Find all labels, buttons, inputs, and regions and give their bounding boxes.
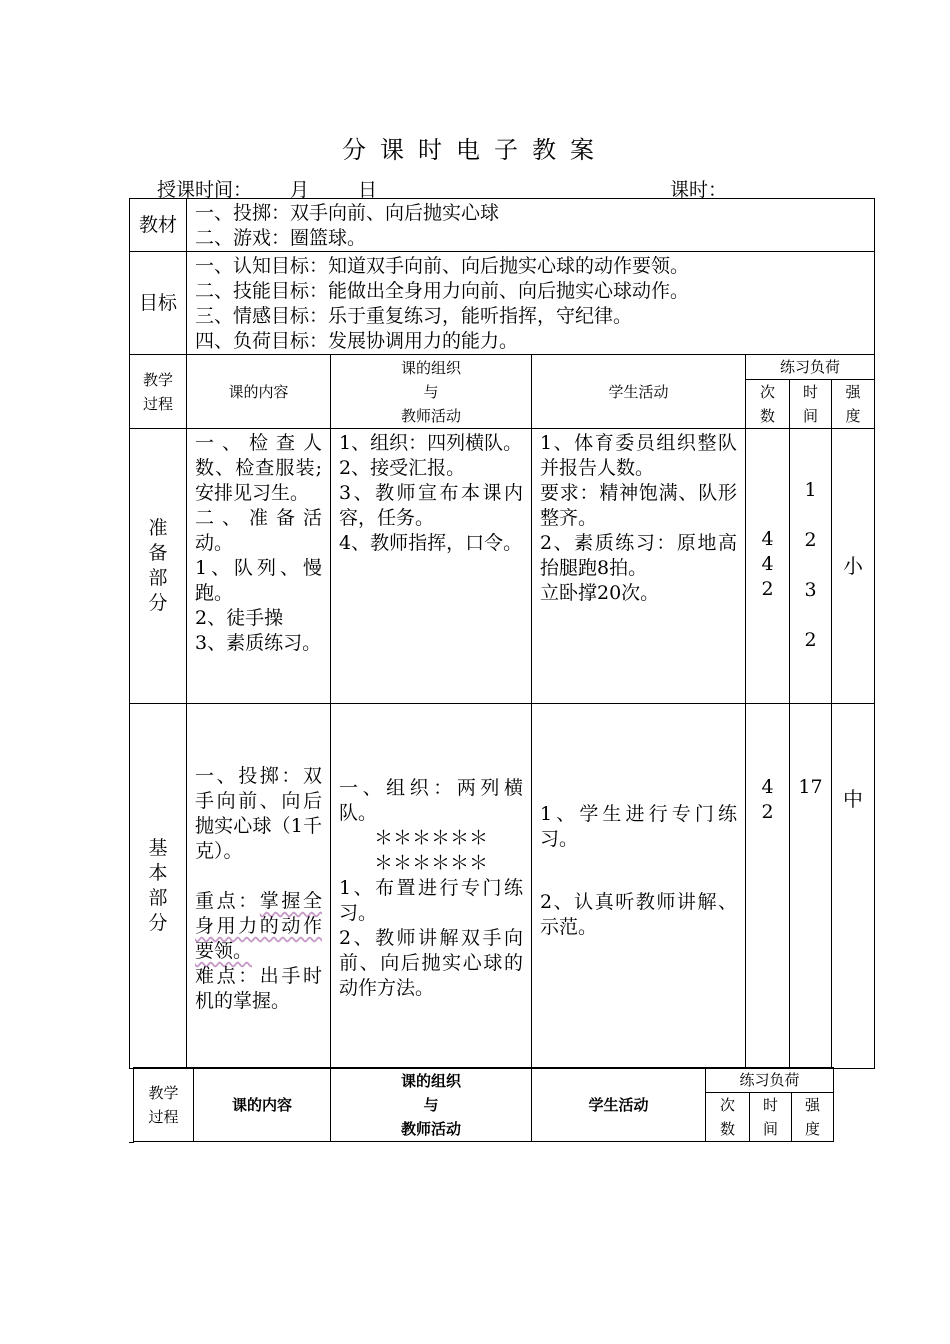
header2-count-line: 数 xyxy=(719,1120,735,1138)
prep-content xyxy=(187,429,331,704)
table-edge-mark xyxy=(129,1142,134,1143)
prep-time-value: 2 xyxy=(804,529,817,551)
materials-label: 教材 xyxy=(130,199,187,252)
header-intensity-line: 度 xyxy=(845,407,861,425)
goal-line: 三、情感目标：乐于重复练习，能听指挥，守纪律。 xyxy=(195,305,633,327)
header2-content: 课的内容 xyxy=(194,1068,331,1142)
basic-count-digit: 4 xyxy=(761,776,774,798)
prep-content-line: 3、素质练习。 xyxy=(195,632,322,654)
prep-teacher-line: 3、教师宣布本课内容，任务。 xyxy=(339,482,523,529)
header-time-line: 间 xyxy=(802,407,818,425)
basic-student-line: 1、学生进行专门练习。 xyxy=(540,803,737,850)
header2-student-activity: 学生活动 xyxy=(532,1068,706,1142)
header2-time xyxy=(750,1093,792,1142)
prep-label-char: 准 xyxy=(148,517,168,539)
prep-count-digit: 4 xyxy=(761,528,774,550)
prep-content-line: 二、准备活动。 xyxy=(195,507,322,554)
basic-teacher-line: 1、布置进行专门练习。 xyxy=(339,877,523,924)
header2-count xyxy=(706,1093,750,1142)
basic-content-line: 一、投掷：双手向前、向后抛实心球（1千克）。 xyxy=(195,765,322,862)
lesson-plan-table xyxy=(129,198,875,1069)
basic-label-char: 基 xyxy=(148,837,168,859)
prep-content-line: 2、徒手操 xyxy=(195,607,284,629)
header2-process-line: 过程 xyxy=(148,1107,179,1126)
basic-count xyxy=(746,704,790,1069)
goals-label: 目标 xyxy=(130,252,187,355)
goal-line: 一、认知目标：知道双手向前、向后抛实心球的动作要领。 xyxy=(195,255,690,277)
header-student-activity: 学生活动 xyxy=(532,355,746,429)
basic-count-digit: 2 xyxy=(761,801,774,823)
header2-process-line: 教学 xyxy=(148,1083,179,1102)
basic-section-label xyxy=(130,704,187,1069)
day-label: 日 xyxy=(358,179,378,201)
prep-teacher-line: 4、教师指挥，口令。 xyxy=(339,532,523,554)
header2-org-line: 与 xyxy=(423,1095,439,1114)
header2-time-line: 间 xyxy=(762,1120,778,1138)
basic-label-char: 部 xyxy=(148,887,168,909)
month-label: 月 xyxy=(290,179,310,201)
header-org-line: 教师活动 xyxy=(400,406,461,425)
header2-intensity-line: 度 xyxy=(805,1120,821,1138)
basic-difficulty: 难点：出手时机的掌握。 xyxy=(195,965,322,1012)
lesson-time-label: 授课时间： xyxy=(157,179,253,201)
page-title: 分课时电子教案 xyxy=(342,136,608,164)
header-count-line: 次 xyxy=(759,383,775,401)
goals-content xyxy=(187,252,875,355)
header-org-line: 课的组织 xyxy=(400,358,461,377)
prep-student-line: 要求：精神饱满、队形整齐。 xyxy=(540,482,737,529)
basic-teacher-line: 2、教师讲解双手向前、向后抛实心球的动作方法。 xyxy=(339,927,523,999)
prep-teacher-line: 1、组织：四列横队。 xyxy=(339,432,523,454)
header2-organization xyxy=(331,1068,532,1142)
prep-time-value: 2 xyxy=(804,629,817,651)
prep-teacher-line: 2、接受汇报。 xyxy=(339,457,466,479)
basic-content xyxy=(187,704,331,1069)
basic-teacher-line: 一、组织：两列横队。 xyxy=(339,777,523,824)
prep-student-activity xyxy=(532,429,746,704)
header-process-line: 过程 xyxy=(142,394,173,413)
prep-student-line: 2、素质练习：原地高抬腿跑8拍。 xyxy=(540,532,737,579)
header2-intensity xyxy=(792,1093,834,1142)
prep-time xyxy=(790,429,832,704)
header2-load: 练习负荷 xyxy=(706,1068,834,1093)
basic-label-char: 分 xyxy=(148,912,168,934)
basic-teacher-activity xyxy=(331,704,532,1069)
basic-label-char: 本 xyxy=(148,862,168,884)
prep-content-line: 一、检查人数、检查服装;安排见习生。 xyxy=(195,432,322,504)
prep-count-digit: 2 xyxy=(761,578,774,600)
header-process xyxy=(130,355,187,429)
goal-line: 四、负荷目标：发展协调用力的能力。 xyxy=(195,330,519,352)
materials-line: 一、投掷：双手向前、向后抛实心球 xyxy=(195,202,500,224)
prep-content-line: 1、队列、慢跑。 xyxy=(195,557,322,604)
header-count-line: 数 xyxy=(759,407,775,425)
header2-intensity-line: 强 xyxy=(805,1096,821,1114)
header2-count-line: 次 xyxy=(719,1096,735,1114)
materials-line: 二、游戏：圈篮球。 xyxy=(195,227,367,249)
key-point-text: 掌握全身用力的动作要领。 xyxy=(195,890,322,962)
formation-row: ＊＊＊＊＊＊ xyxy=(373,852,488,874)
prep-label-char: 备 xyxy=(148,542,168,564)
prep-student-line: 1、体育委员组织整队并报告人数。 xyxy=(540,432,737,479)
header-intensity-line: 强 xyxy=(845,383,861,401)
header-time xyxy=(790,380,832,429)
prep-section-label xyxy=(130,429,187,704)
prep-intensity: 小 xyxy=(832,429,875,704)
prep-count xyxy=(746,429,790,704)
header-count xyxy=(746,380,790,429)
header-organization xyxy=(331,355,532,429)
period-label: 课时： xyxy=(670,179,728,201)
header-intensity xyxy=(832,380,875,429)
basic-student-line: 2、认真听教师讲解、示范。 xyxy=(540,891,737,938)
basic-key-point xyxy=(195,889,322,964)
goal-line: 二、技能目标：能做出全身用力向前、向后抛实心球动作。 xyxy=(195,280,690,302)
header-process-line: 教学 xyxy=(142,370,173,389)
basic-time: 17 xyxy=(790,704,832,1069)
header-time-line: 时 xyxy=(802,383,818,401)
header2-time-line: 时 xyxy=(762,1096,778,1114)
materials-content xyxy=(187,199,875,252)
header2-org-line: 教师活动 xyxy=(400,1119,461,1138)
header-load: 练习负荷 xyxy=(746,355,875,380)
repeated-header-table xyxy=(133,1067,834,1142)
header2-org-line: 课的组织 xyxy=(400,1071,461,1090)
basic-student-activity xyxy=(532,704,746,1069)
prep-student-line: 立卧撑20次。 xyxy=(540,582,660,604)
header2-process xyxy=(134,1068,194,1142)
header-org-line: 与 xyxy=(423,382,439,401)
prep-label-char: 分 xyxy=(148,592,168,614)
prep-time-value: 3 xyxy=(804,579,817,601)
prep-label-char: 部 xyxy=(148,567,168,589)
prep-count-digit: 4 xyxy=(761,553,774,575)
prep-time-value: 1 xyxy=(804,479,817,501)
prep-teacher-activity xyxy=(331,429,532,704)
header-content: 课的内容 xyxy=(187,355,331,429)
formation-row: ＊＊＊＊＊＊ xyxy=(373,827,488,849)
key-point-prefix: 重点： xyxy=(195,890,260,912)
basic-intensity: 中 xyxy=(832,704,875,1069)
